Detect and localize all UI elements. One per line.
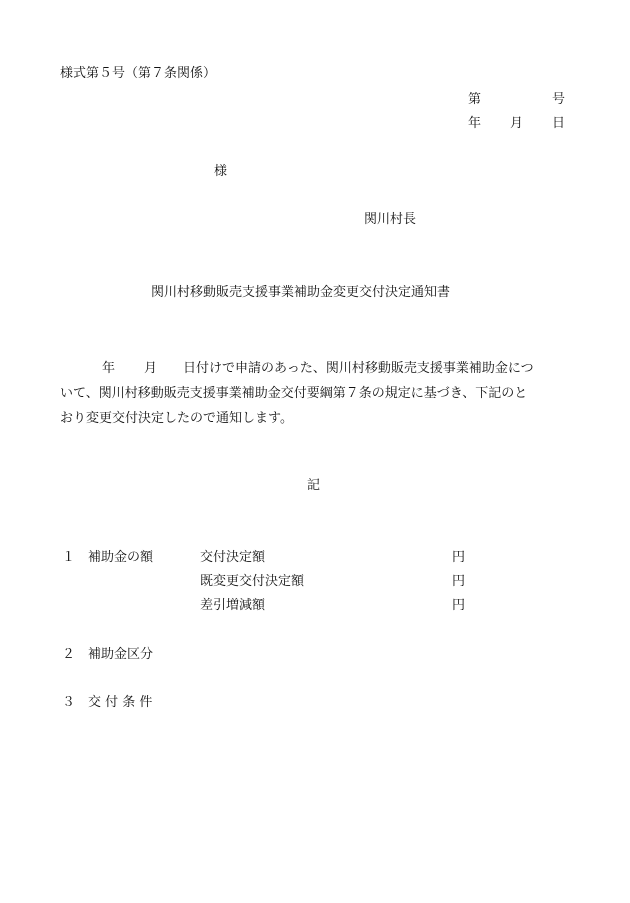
date-month: 月 (510, 116, 524, 131)
body-paragraph (60, 356, 580, 431)
item-2-number: ２ (62, 647, 76, 662)
item-3-label: 交 付 条 件 (88, 695, 153, 710)
number-prefix: 第 (468, 92, 482, 107)
amount-row-label: 既変更交付決定額 (200, 574, 305, 589)
recipient-suffix: 様 (214, 164, 228, 179)
body-line-2: いて、関川村移動販売支援事業補助金交付要綱第７条の規定に基づき、下記のと (60, 386, 528, 401)
body-line-1 (60, 356, 580, 381)
amount-row-label: 差引増減額 (200, 598, 266, 613)
body-line-3: おり変更交付決定したので通知します。 (60, 411, 293, 426)
item-3-number: ３ (62, 695, 76, 710)
body-month: 月 (144, 361, 158, 376)
item-1-number: １ (62, 550, 76, 565)
date-day: 日 (552, 116, 566, 131)
form-label: 様式第５号（第７条関係） (60, 66, 217, 81)
amount-row-unit: 円 (452, 574, 466, 589)
ki-heading: 記 (307, 478, 321, 493)
amount-row-unit: 円 (452, 598, 466, 613)
date-year: 年 (468, 116, 482, 131)
item-1-label: 補助金の額 (88, 550, 154, 565)
body-line-1-rest: 日付けで申請のあった、関川村移動販売支援事業補助金につ (183, 361, 534, 376)
amount-row-label: 交付決定額 (200, 550, 266, 565)
amount-row-unit: 円 (452, 550, 466, 565)
item-2-label: 補助金区分 (88, 647, 154, 662)
document-title: 関川村移動販売支援事業補助金変更交付決定通知書 (151, 285, 451, 300)
body-year: 年 (102, 361, 116, 376)
issuer: 関川村長 (364, 212, 417, 227)
number-suffix: 号 (552, 92, 566, 107)
